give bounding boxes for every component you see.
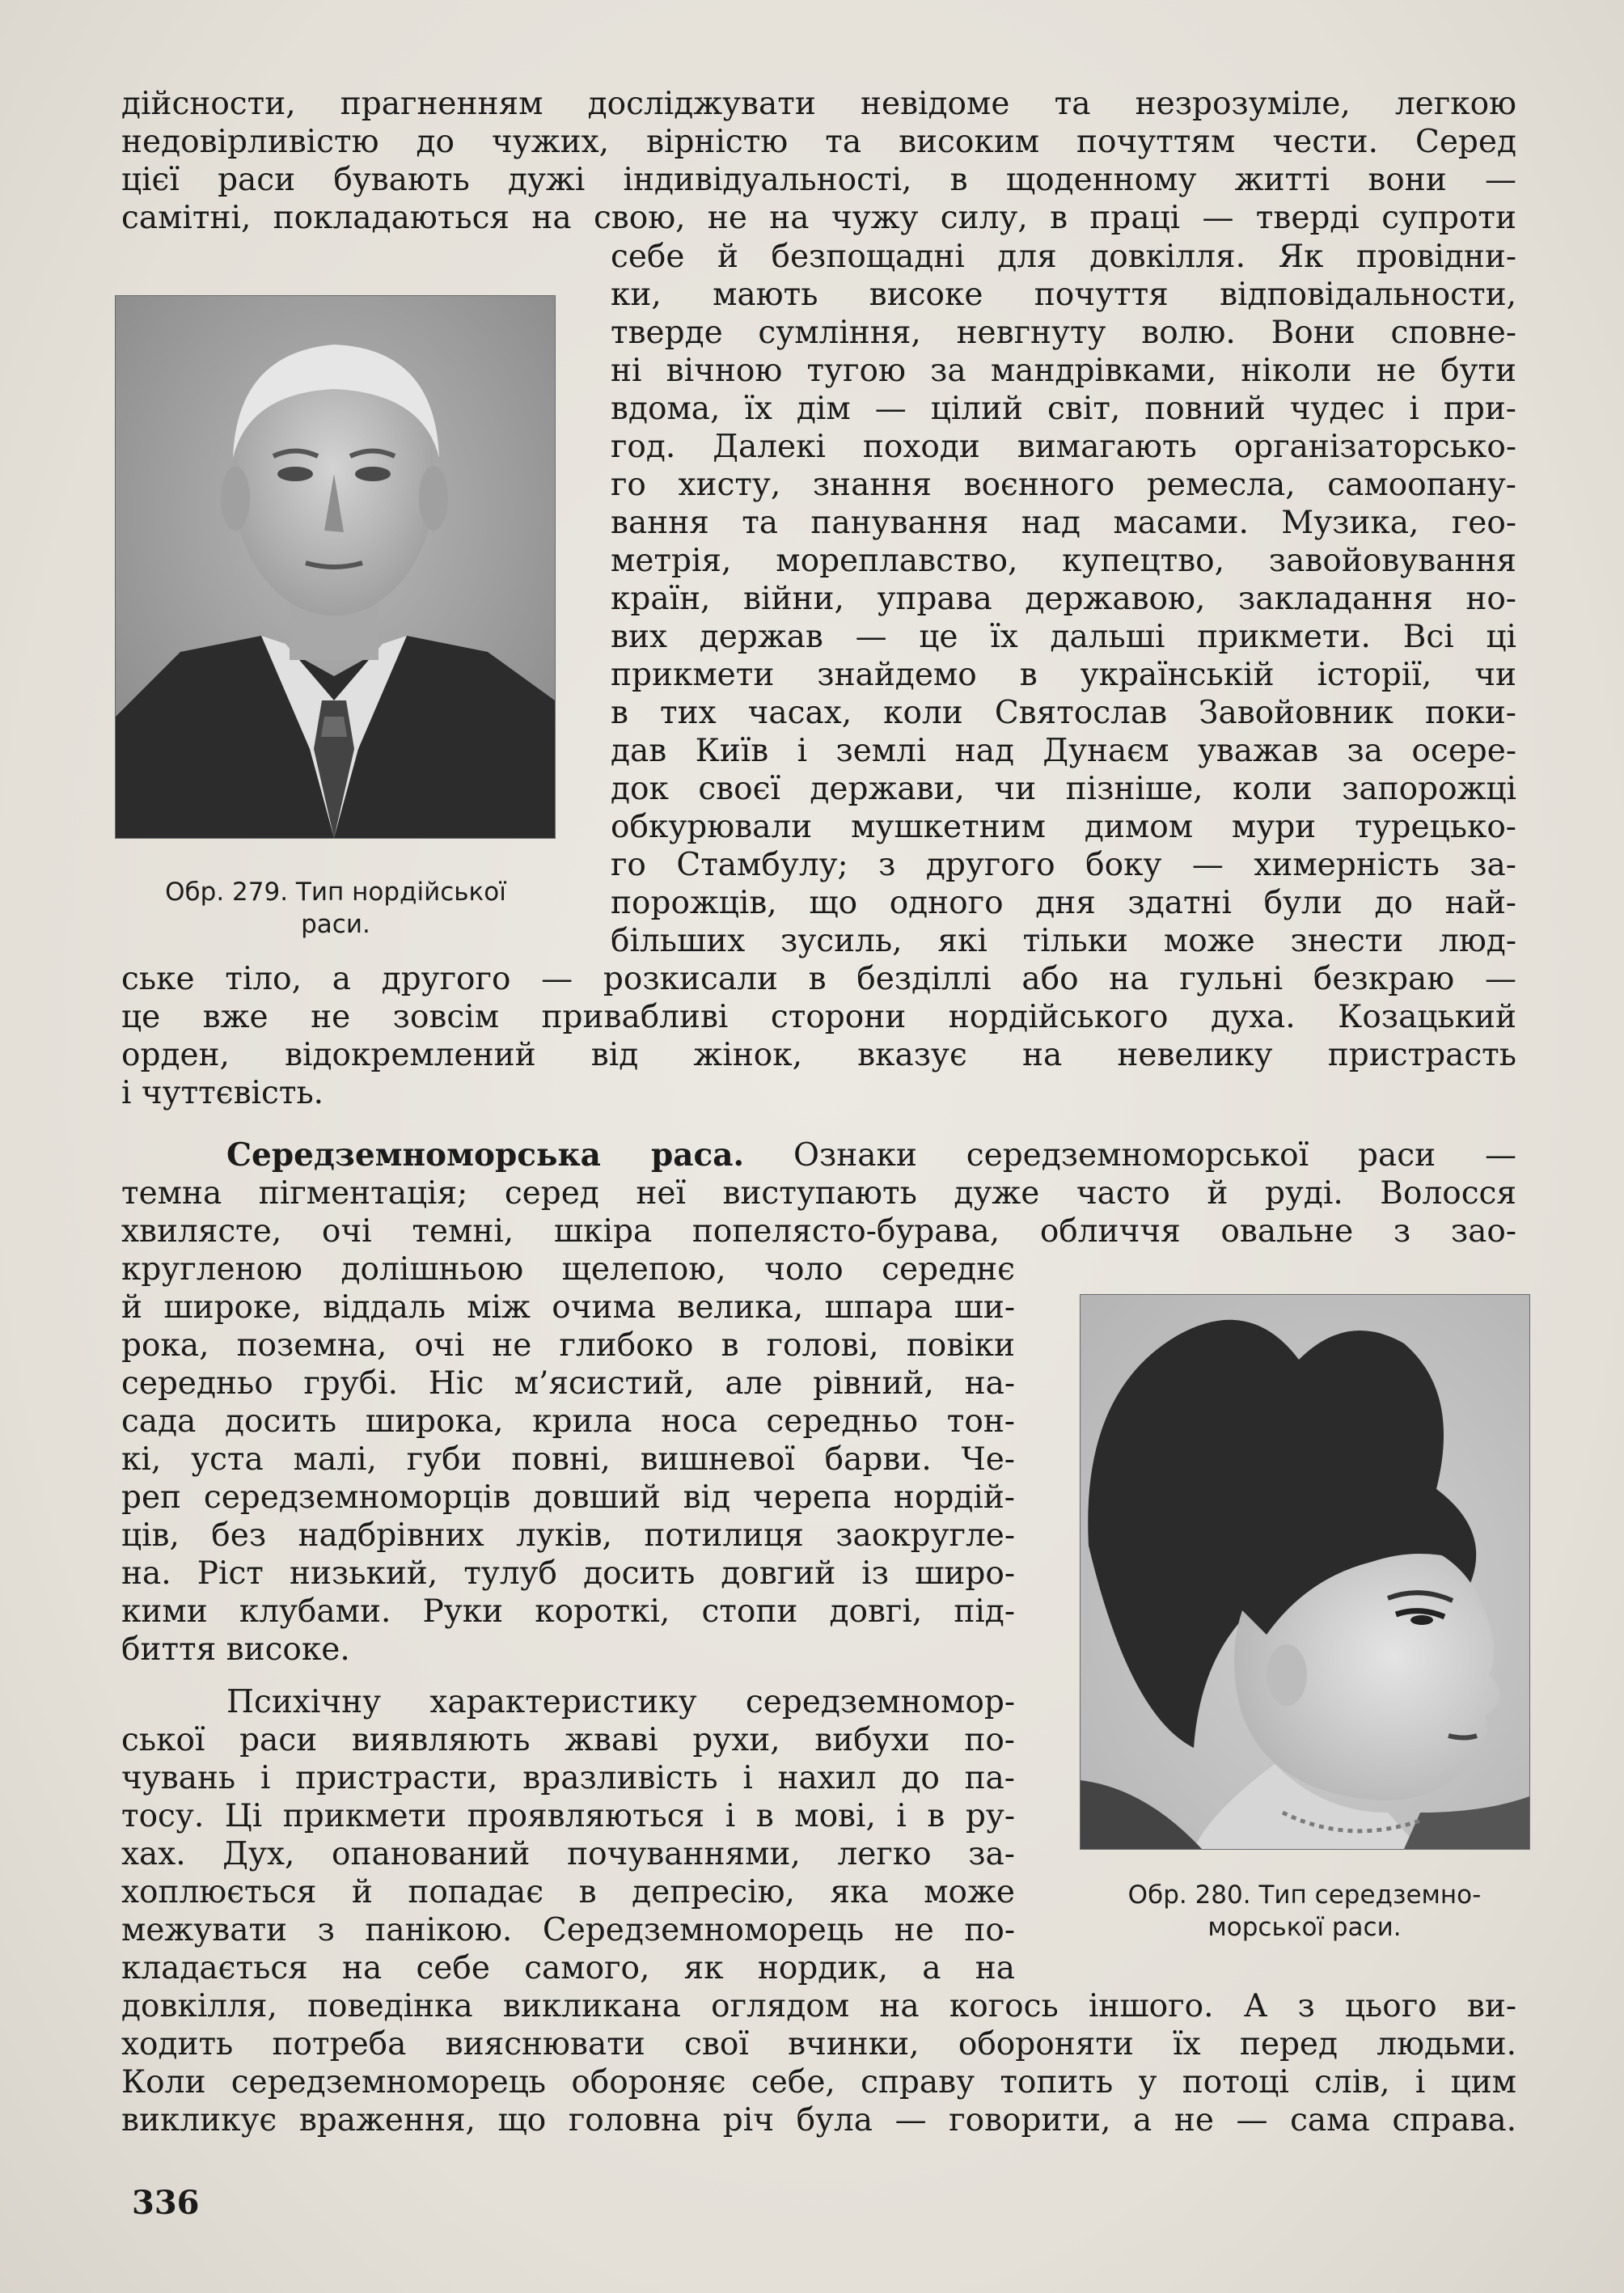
text-line: це вже не зовсім привабливі сторони нордійського духа. Козацький — [121, 999, 1516, 1035]
figure-279-caption — [97, 876, 574, 941]
caption-line: раси. — [301, 910, 370, 939]
paragraph-nordic-end — [121, 960, 1516, 1112]
text-line: ходить потреба вияснювати свої вчинки, обороняти їх перед людьми. — [121, 2026, 1516, 2062]
text-line: самітні, покладаються на свою, не на чужу силу, в праці — тверді супроти — [121, 200, 1516, 236]
paragraph-mediterranean-start — [121, 1136, 1516, 1250]
text-line: го хисту, знання воєнного ремесла, самоопану- — [611, 467, 1516, 503]
paragraph-mediterranean-features — [121, 1250, 1015, 1669]
text-line: тосу. Ці прикмети проявляються і в мові, і в ру- — [121, 1798, 1015, 1834]
paragraph-nordic-column — [611, 238, 1516, 960]
text-line: го Стамбулу; з другого боку — химерність за- — [611, 847, 1516, 883]
text-line: год. Далекі походи вимагають організаторсько- — [611, 429, 1516, 465]
text-run: Ознаки середземноморської раси — — [793, 1137, 1516, 1174]
text-line: хах. Дух, опанований почуваннями, легко за- — [121, 1836, 1015, 1872]
mediterranean-type-portrait — [1080, 1294, 1530, 1850]
text-line: рока, поземна, очі не глибоко в голові, повіки — [121, 1327, 1015, 1364]
caption-line: морської раси. — [1207, 1913, 1402, 1942]
text-line: ців, без надбрівних луків, потилиця заокругле- — [121, 1517, 1015, 1554]
text-line: реп середземноморців довший від черепа нордій- — [121, 1479, 1015, 1516]
text-line: цієї раси бувають дужі індивідуальності, в щоденному житті вони — — [121, 162, 1516, 198]
text-line: прикмети знайдемо в українській історії, чи — [611, 657, 1516, 693]
text-line: на. Ріст низький, тулуб досить довгий із широ- — [121, 1555, 1015, 1592]
text-line: кі, уста малі, губи повні, вишневої барви. Че- — [121, 1441, 1015, 1478]
text-line: довкілля, поведінка викликана оглядом на когось іншого. А з цього ви- — [121, 1988, 1516, 2024]
caption-line: Обр. 279. Тип нордійської — [165, 878, 506, 907]
page-number: 336 — [132, 2184, 200, 2222]
text-line: хвилясте, очі темні, шкіра попелясто-бурава, обличчя овальне з зао- — [121, 1213, 1516, 1250]
text-line: недовірливістю до чужих, вірністю та високим почуттям чести. Серед — [121, 124, 1516, 160]
paragraph-nordic-start — [121, 85, 1516, 237]
text-line: викликує враження, що головна річ була — говорити, а не — сама справа. — [121, 2102, 1516, 2139]
text-line: межувати з панікою. Середземноморець не по- — [121, 1912, 1015, 1948]
text-line: ні вічною тугою за мандрівками, ніколи не бути — [611, 353, 1516, 389]
text-line: порожців, що одного дня здатні були до най- — [611, 885, 1516, 921]
text-line: країн, війни, управа державою, закладання но- — [611, 581, 1516, 617]
paragraph-mediterranean-end — [121, 1987, 1516, 2139]
text-line: більших зусиль, які тільки може знести люд- — [611, 923, 1516, 959]
text-line: биття високе. — [121, 1631, 350, 1668]
text-line: й широке, віддаль між очима велика, шпара ши- — [121, 1289, 1015, 1326]
text-line: тверде сумління, невгнуту волю. Вони сповне- — [611, 315, 1516, 351]
nordic-type-portrait — [115, 295, 556, 839]
text-line: ське тіло, а другого — розкисали в безділлі або на гульні безкраю — — [121, 961, 1516, 997]
text-line: Психічну характеристику середземномор- — [226, 1684, 1015, 1720]
text-line: середньо грубі. Ніс м’ясистий, але рівний, на- — [121, 1365, 1015, 1402]
text-line: ки, мають високе почуття відповідальности, — [611, 277, 1516, 313]
text-line: кими клубами. Руки короткі, стопи довгі, під- — [121, 1593, 1015, 1630]
text-line: і чуттєвість. — [121, 1075, 324, 1111]
text-line: вдома, їх дім — цілий світ, повний чудес і при- — [611, 391, 1516, 427]
text-line: вання та панування над масами. Музика, гео- — [611, 505, 1516, 541]
text-line: дійсности, прагненням досліджувати невідоме та незрозуміле, легкою — [121, 86, 1516, 122]
text-line: ської раси виявляють жваві рухи, вибухи по- — [121, 1722, 1015, 1758]
text-line: чувань і пристрасти, вразливість і нахил до па- — [121, 1760, 1015, 1796]
text-line: Коли середземноморець обороняє себе, справу топить у потоці слів, і цим — [121, 2064, 1516, 2101]
text-line: хоплюється й попадає в депресію, яка може — [121, 1874, 1015, 1910]
text-line: вих держав — це їх дальші прикмети. Всі ці — [611, 619, 1516, 655]
section-heading: Середземноморська раса. — [226, 1136, 745, 1174]
text-line: док своєї держави, чи пізніше, коли запорожці — [611, 771, 1516, 807]
text-line: кругленою долішньою щелепою, чоло середнє — [121, 1251, 1015, 1288]
text-line: метрія, мореплавство, купецтво, завойовування — [611, 543, 1516, 579]
text-line — [121, 1136, 1516, 1174]
paragraph-mediterranean-psyche — [121, 1683, 1015, 1987]
text-line: кладається на себе самого, як нордик, а на — [121, 1950, 1015, 1986]
portrait-man-image — [116, 296, 555, 838]
caption-line: Обр. 280. Тип середземно- — [1127, 1881, 1482, 1910]
text-line: обкурювали мушкетним димом мури турецько- — [611, 809, 1516, 845]
figure-280-caption — [1066, 1879, 1543, 1944]
text-line: себе й безпощадні для довкілля. Як провідни- — [611, 239, 1516, 275]
text-line: темна пігментація; серед неї виступають дуже часто й руді. Волосся — [121, 1175, 1516, 1212]
text-line: дав Київ і землі над Дунаєм уважав за осере- — [611, 733, 1516, 769]
portrait-woman-image — [1081, 1295, 1529, 1849]
text-line: сада досить широка, крила носа середньо тон- — [121, 1403, 1015, 1440]
text-line: орден, відокремлений від жінок, вказує на невелику пристрасть — [121, 1037, 1516, 1073]
text-line: в тих часах, коли Святослав Завойовник поки- — [611, 695, 1516, 731]
